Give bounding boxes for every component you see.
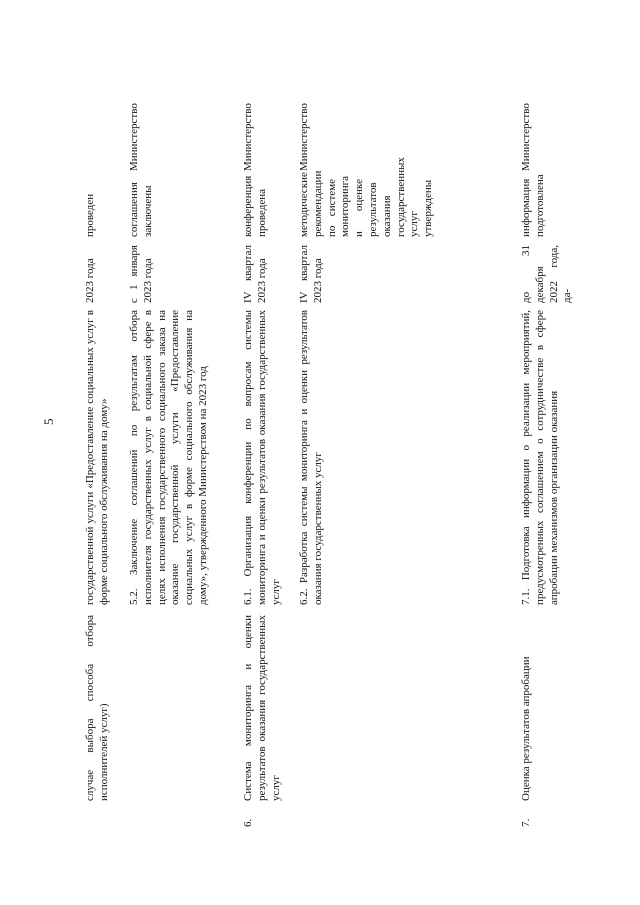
direction-name: случае выбора способа отбора исполнителей услуг) bbox=[84, 615, 110, 801]
result: методические рекомендации по системе мониторинга и оценке результатов оказания государственных услуг утверждены bbox=[298, 157, 435, 237]
responsible: Министерство bbox=[520, 103, 532, 171]
direction-name: Оценка результатов апробации bbox=[520, 656, 532, 801]
deadline: IV квартал 2023 года bbox=[242, 245, 268, 303]
responsible: Министерство bbox=[242, 103, 254, 171]
deadline: с 1 января 2023 года bbox=[128, 245, 154, 303]
page-number: 5 bbox=[41, 418, 56, 425]
deadline: до 31 декабря 2022 года, да- bbox=[520, 245, 574, 303]
responsible: Министерство bbox=[298, 103, 310, 171]
activity-text: 5.2. Заключение соглашений по результатам отбора исполнителя государственных услуг в социальной сфере в целях исполнения государственного социального заказа на оказание государственной услуги «Предоставление социальных услуг в форме социального обслуживания на дому», утвержденного Министерством на 2023 год bbox=[128, 310, 209, 605]
activity-text: государственной услуги «Предоставление социальных услуг в форме социального обслуживания на дому» bbox=[84, 310, 110, 605]
result: соглашения заключены bbox=[128, 182, 154, 237]
row-number: 7. bbox=[520, 818, 532, 827]
activity-text: 6.2. Разработка системы мониторинга и оценки результатов оказания государственных услуг bbox=[298, 310, 324, 605]
activity-text: 6.1. Организация конференции по вопросам системы мониторинга и оценки результатов оказания государственных услуг bbox=[242, 310, 282, 605]
row-number: 6. bbox=[242, 818, 254, 827]
result: информация подготовлена bbox=[520, 174, 546, 237]
deadline: 2023 года bbox=[84, 258, 96, 303]
responsible: Министерство bbox=[128, 103, 140, 171]
result: проведен bbox=[84, 193, 96, 237]
activity-text: 7.1. Подготовка информации о реализации мероприятий, предусмотренных соглашением о сотрудничестве в сфере апробации механизмов организации оказания bbox=[520, 310, 560, 605]
deadline: IV квартал 2023 года bbox=[298, 245, 324, 303]
direction-name: Система мониторинга и оценки результатов оказания государственных услуг bbox=[242, 615, 282, 801]
result: конференция проведена bbox=[242, 175, 268, 237]
